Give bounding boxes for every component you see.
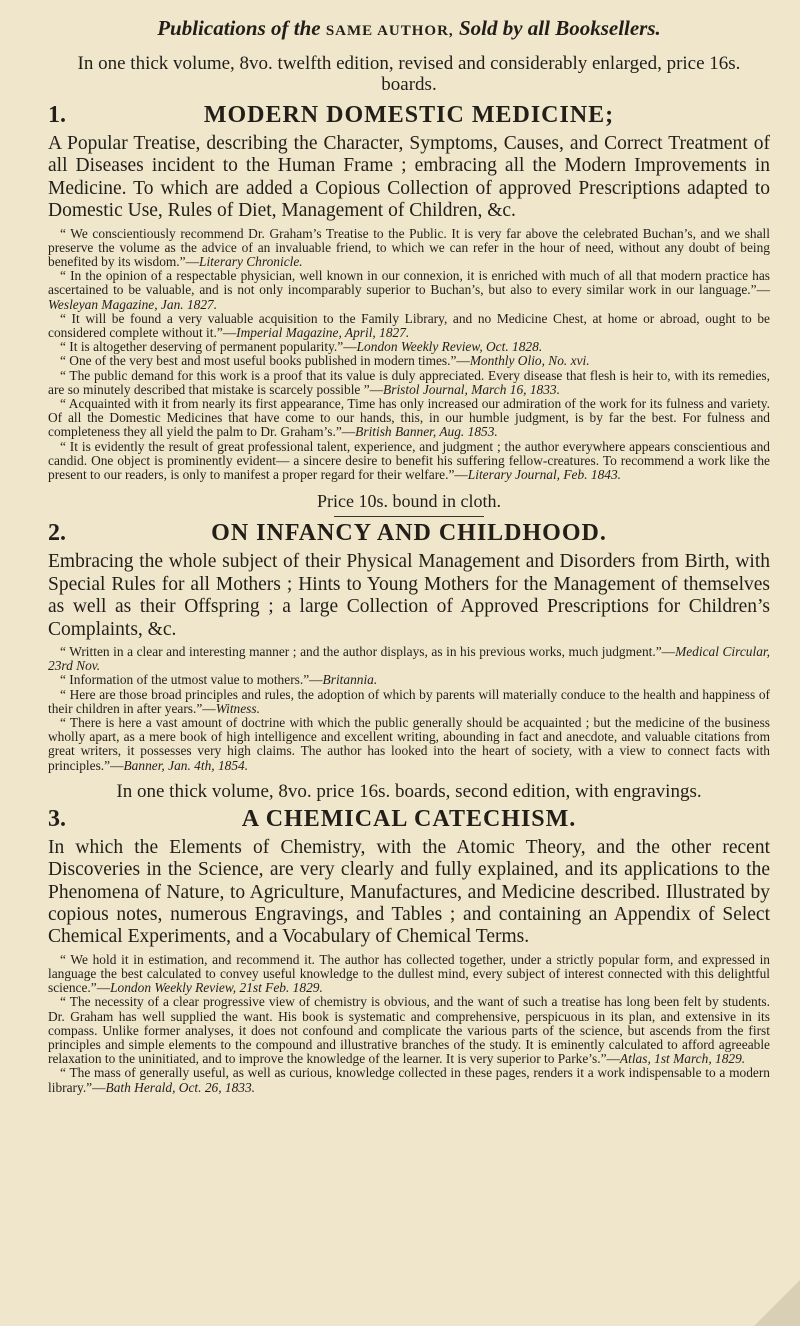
book-2-number: 2. [48, 520, 66, 547]
review [48, 1066, 770, 1094]
review-citation: Literary Journal, Feb. 1843. [467, 467, 622, 483]
review-text: “ We conscientiously recommend Dr. Graham’s Treatise to the Public. It is very far above the celebrated Buchan’s, and we shall preserve the volume as the advice of an invaluable friend, to which we can refer in the hour of need, without any doubt of being benefited by its wisdom.”— [48, 225, 770, 270]
review-citation: British Banner, Aug. 1853. [355, 424, 498, 440]
running-header [48, 16, 770, 43]
review-citation: Atlas, 1st March, 1829. [619, 1051, 746, 1067]
book-2-heading [48, 519, 770, 547]
review [48, 227, 770, 270]
book-3-title: A CHEMICAL CATECHISM. [241, 805, 577, 832]
review [48, 312, 770, 340]
header-caps: SAME AUTHOR, [325, 23, 454, 39]
review-citation: Monthly Olio, No. xvi. [469, 353, 590, 369]
review-text: “ The public demand for this work is a proof that its value is duly appreciated. Every disease that flesh is heir to, with its remedies, are so minutely described that mistake is scarcely possible ”— [48, 367, 770, 397]
review [48, 440, 770, 483]
review-text: “ It is evidently the result of great professional talent, experience, and judgment ; the author everywhere appears conscientious and candid. One object is prominently evident— a sincere desire to benefit his suffering fellow-creatures. To recommend a work like the present to our readers, is only to manifest a proper regard for their welfare.”— [48, 438, 770, 483]
review [48, 688, 770, 716]
book-3-reviews [48, 953, 770, 1095]
book-2-title: ON INFANCY AND CHILDHOOD. [211, 520, 607, 547]
book-3-heading [48, 805, 770, 833]
review-text: “ The necessity of a clear progressive view of chemistry is obvious, and the want of such a treatise has long been felt by students. Dr. Graham has well supplied the want. His book is systematic and comprehensive, perspicuous in its plan, and extensive in its compass. Unlike former analyses, it does not confound and complicate the various parts of the science, but ascends from the first principles and simple elements to the compound and illustrative branches of the study. It is eminently calculated to afford agreeable relaxation to the uninitiated, and to improve the knowledge of the learner. It is very superior to Parke’s.”— [48, 994, 770, 1067]
review [48, 369, 770, 397]
review-citation: Wesleyan Magazine, Jan. 1827. [48, 296, 218, 312]
book-3-intro: In one thick volume, 8vo. price 16s. boards, second edition, with engravings. [116, 780, 702, 802]
book-1-reviews [48, 227, 770, 483]
review-text: “ It will be found a very valuable acquisition to the Family Library, and no Medicine Chest, at home or abroad, ought to be considered complete without it.”— [48, 310, 770, 341]
page-corner-fold [754, 1280, 800, 1326]
review-citation: London Weekly Review, 21st Feb. 1829. [110, 980, 323, 996]
review-citation: Banner, Jan. 4th, 1854. [123, 757, 249, 773]
review-citation: Medical Circular, 23rd Nov. [48, 643, 770, 674]
header-lead: Publications of the [157, 16, 321, 40]
review-text: “ It is altogether deserving of permanent popularity.”— [60, 339, 357, 355]
review-text: “ Acquainted with it from nearly its first appearance, Time has only increased our admiration of the work for its fulness and variety. Of all the Domestic Medicines that have come to our hands, this, in our humble judgment, is by far the best. For fulness and completeness they all yield the palm to Dr. Graham’s.”— [48, 396, 770, 440]
review-citation: Imperial Magazine, April, 1827. [236, 325, 410, 341]
review-citation: Bath Herald, Oct. 26, 1833. [105, 1079, 256, 1095]
divider-rule [334, 516, 484, 517]
book-1-number: 1. [48, 102, 66, 128]
review [48, 995, 770, 1066]
review [48, 397, 770, 440]
book-1-section [48, 53, 770, 517]
review-text: “ We hold it in estimation, and recommend it. The author has collected together, under a strictly popular form, and expressed in language the best calculated to convey useful knowledge to the dullest mind, every subject of interest connected with this delightful science.”— [48, 951, 770, 996]
review-text: “ Information of the utmost value to mothers.”— [60, 672, 323, 688]
review [48, 716, 770, 773]
book-3-description: In which the Elements of Chemistry, with the Atomic Theory, and the other recent Discoveries in the Science, are very clearly and fully explained, and its applications to the Phenomena of Nature, to Agriculture, Manufactures, and Medicine described. Illustrated by copious notes, numerous Engravings, and Tables ; and containing an Appendix of Select Chemical Experiments, and a Vocabulary of Chemical Terms. [48, 836, 770, 948]
review-citation: Bristol Journal, March 16, 1833. [383, 381, 560, 397]
review [48, 354, 770, 368]
review-text: “ There is here a vast amount of doctrine with which the public generally should be acquainted ; but the medicine of the business wholly apart, as a mere book of high intelligence and excellent writing, abounding in fact and anecdote, and valuable citations from great writers, it possesses very high claims. The author has looked into the heart of society, with a view to connect facts with principles.”— [48, 714, 770, 773]
review [48, 340, 770, 354]
book-3-number: 3. [48, 805, 66, 832]
review-citation: Britannia. [322, 672, 378, 688]
review-text: “ One of the very best and most useful books published in modern times.”— [60, 353, 470, 369]
review-citation: Witness. [215, 700, 260, 716]
book-1-intro: In one thick volume, 8vo. twelfth edition, revised and considerably enlarged, price 16s. boards. [77, 53, 741, 95]
review-citation: Literary Chronicle. [199, 254, 303, 270]
book-1-description: A Popular Treatise, describing the Character, Symptoms, Causes, and Correct Treatment of all Diseases incident to the Human Frame ; embracing all the Modern Improvements in Medicine. To which are added a Copious Collection of approved Prescriptions adapted to Domestic Use, Rules of Diet, Management of Children, &c. [48, 133, 770, 222]
review-text: “ Here are those broad principles and rules, the adoption of which by parents will materially conduce to the health and happiness of their children in after years.”— [48, 686, 770, 716]
review [48, 645, 770, 673]
review-text: “ Written in a clear and interesting manner ; and the author displays, as in his previous works, much judgment.”— [60, 643, 676, 659]
book-1-price: Price 10s. bound in cloth. [317, 491, 501, 512]
book-2-section [48, 519, 770, 772]
review [48, 269, 770, 312]
header-tail: Sold by all Booksellers. [458, 16, 661, 40]
review [48, 953, 770, 996]
review-text: “ The mass of generally useful, as well as curious, knowledge collected in these pages, renders it a work indispensable to a modern library.”— [48, 1065, 770, 1095]
book-3-section [48, 781, 770, 1095]
review-text: “ In the opinion of a respectable physician, well known in our connexion, it is enriched with much of all that modern practice has ascertained to be valuable, and is not only incomparably superior to Buchan’s, but also to every similar work in our language.”— [48, 268, 770, 298]
book-2-description: Embracing the whole subject of their Physical Management and Disorders from Birth, with Special Rules for all Mothers ; Hints to Young Mothers for the Management of themselves as well as their Offspring ; a large Collection of Approved Prescriptions for Children’s Complaints, &c. [48, 551, 770, 640]
book-1-heading [48, 101, 770, 129]
review-citation: London Weekly Review, Oct. 1828. [356, 339, 543, 355]
review [48, 673, 770, 687]
book-1-title: MODERN DOMESTIC MEDICINE; [203, 102, 615, 128]
book-2-reviews [48, 645, 770, 773]
